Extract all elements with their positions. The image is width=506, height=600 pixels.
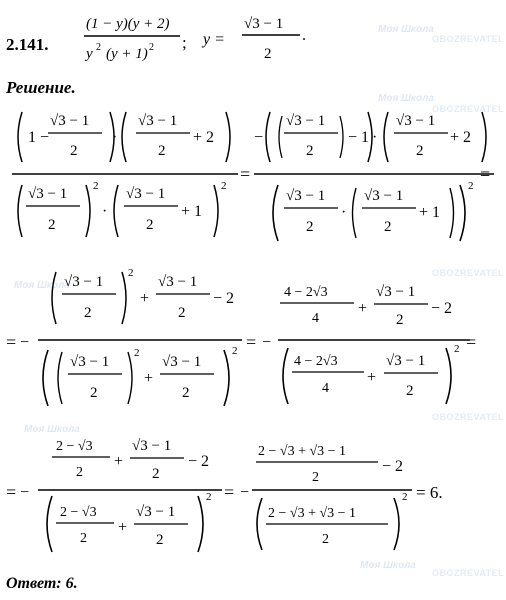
semicolon: ; bbox=[182, 33, 187, 52]
numerator: 2 − √3 + √3 − 1 bbox=[258, 444, 347, 459]
plus-sign: + bbox=[144, 370, 154, 387]
equals-sign: = bbox=[240, 164, 251, 184]
denominator: 2 bbox=[156, 532, 164, 548]
paren bbox=[43, 350, 48, 406]
equals-sign: = bbox=[466, 332, 477, 352]
paren bbox=[353, 188, 357, 238]
given-numerator: √3 − 1 bbox=[244, 16, 284, 32]
paren bbox=[86, 185, 90, 237]
watermark-text: OBOZREVATEL bbox=[432, 568, 505, 578]
denominator: 2 bbox=[396, 312, 404, 328]
given-denominator: 2 bbox=[264, 46, 272, 62]
denominator: 2 bbox=[48, 217, 56, 233]
paren bbox=[226, 112, 230, 162]
watermark-text: OBOZREVATEL bbox=[432, 412, 505, 422]
numerator: 2 − √3 bbox=[60, 505, 97, 520]
plus-sign: + bbox=[114, 453, 124, 470]
denominator: 2 bbox=[312, 470, 319, 485]
numerator: 4 − 2√3 bbox=[294, 354, 338, 369]
watermark-text: OBOZREVATEL bbox=[432, 34, 505, 44]
paren bbox=[273, 185, 278, 241]
paren bbox=[52, 272, 56, 324]
term: − 2 bbox=[188, 453, 210, 470]
numerator: √3 − 1 bbox=[70, 354, 110, 370]
paren bbox=[128, 352, 132, 404]
minus-sign: − bbox=[240, 484, 250, 501]
term: − 2 bbox=[382, 458, 404, 475]
numerator: √3 − 1 bbox=[158, 274, 198, 290]
period: . bbox=[302, 27, 306, 44]
exponent: 2 bbox=[96, 42, 101, 53]
expression-numerator: (1 − y)(y + 2) bbox=[86, 16, 170, 32]
paren bbox=[460, 185, 465, 241]
term: − 2 bbox=[213, 290, 235, 307]
paren bbox=[266, 112, 270, 162]
watermark-text: Моя Школа bbox=[24, 424, 80, 435]
equals-sign: = bbox=[246, 332, 257, 352]
plus-sign: + bbox=[367, 369, 377, 386]
numerator: √3 − 1 bbox=[286, 188, 326, 204]
paren bbox=[394, 498, 399, 550]
exponent: 2 bbox=[134, 347, 140, 359]
paren bbox=[384, 112, 388, 162]
exponent: 2 bbox=[454, 343, 460, 355]
exponent: 2 bbox=[128, 267, 134, 279]
denominator: 2 bbox=[80, 531, 87, 546]
minus-sign: − bbox=[254, 129, 264, 146]
paren bbox=[122, 112, 126, 162]
numerator: √3 − 1 bbox=[64, 274, 104, 290]
plus-sign: + bbox=[140, 290, 150, 307]
exponent: 2 bbox=[149, 42, 154, 53]
denominator: 2 bbox=[322, 532, 329, 547]
denominator: 2 bbox=[152, 466, 160, 482]
numerator: √3 − 1 bbox=[138, 113, 178, 129]
denominator: 2 bbox=[182, 385, 190, 401]
denominator: 2 bbox=[146, 217, 154, 233]
exponent: 2 bbox=[232, 345, 238, 357]
denominator: 4 bbox=[312, 311, 319, 326]
denominator: 2 bbox=[76, 465, 83, 480]
numerator: √3 − 1 bbox=[162, 354, 202, 370]
numerator: √3 − 1 bbox=[50, 113, 90, 129]
denominator: 2 bbox=[384, 219, 392, 235]
paren bbox=[114, 185, 118, 237]
watermark-text: Моя Школа bbox=[378, 93, 434, 104]
given-lhs: y = bbox=[203, 31, 225, 48]
exponent: 2 bbox=[206, 491, 212, 503]
answer: Ответ: 6. bbox=[6, 575, 78, 592]
numerator: √3 − 1 bbox=[376, 284, 416, 300]
paren bbox=[18, 112, 22, 162]
minus-sign: − bbox=[20, 484, 30, 501]
watermark-text: Моя Школа bbox=[14, 280, 70, 291]
paren bbox=[446, 348, 451, 404]
paren bbox=[340, 116, 343, 158]
minus-sign: − bbox=[20, 334, 30, 351]
numerator: √3 − 1 bbox=[136, 504, 176, 520]
equals-sign: = bbox=[224, 482, 235, 502]
term: + 2 bbox=[450, 129, 472, 146]
equals-sign: = bbox=[6, 332, 17, 352]
term: − 1 bbox=[348, 129, 370, 146]
solution-label: Решение. bbox=[6, 78, 76, 97]
paren bbox=[482, 112, 486, 162]
denominator: 2 bbox=[416, 143, 424, 159]
paren bbox=[18, 185, 22, 237]
watermark-text: OBOZREVATEL bbox=[432, 268, 505, 278]
dot: · bbox=[372, 129, 378, 146]
term: + 2 bbox=[193, 129, 215, 146]
dot: · bbox=[102, 203, 108, 220]
denominator: 2 bbox=[306, 219, 314, 235]
term: + 1 bbox=[419, 204, 441, 221]
numerator: 2 − √3 bbox=[56, 439, 93, 454]
paren bbox=[224, 350, 229, 406]
numerator: √3 − 1 bbox=[132, 438, 172, 454]
result: = 6. bbox=[416, 483, 443, 502]
paren bbox=[279, 116, 282, 158]
expression-den-rest: (y + 1) bbox=[106, 46, 148, 62]
watermark-text: OBOZREVATEL bbox=[432, 104, 505, 114]
numerator: √3 − 1 bbox=[286, 113, 326, 129]
denominator: 2 bbox=[306, 143, 314, 159]
numerator: √3 − 1 bbox=[126, 186, 166, 202]
denominator: 2 bbox=[158, 143, 166, 159]
expression-den-y: y bbox=[86, 46, 93, 62]
exponent: 2 bbox=[402, 491, 408, 503]
paren bbox=[214, 185, 218, 237]
plus-sign: + bbox=[118, 519, 128, 536]
exponent: 2 bbox=[93, 180, 99, 192]
dot: · bbox=[112, 129, 118, 146]
exponent: 2 bbox=[468, 180, 474, 192]
numerator: 4 − 2√3 bbox=[284, 285, 328, 300]
minus-sign: − bbox=[262, 334, 272, 351]
numerator: 2 − √3 + √3 − 1 bbox=[268, 506, 357, 521]
paren bbox=[283, 348, 288, 404]
paren bbox=[47, 496, 52, 552]
paren bbox=[198, 496, 203, 552]
watermark-text: Моя Школа bbox=[360, 560, 416, 571]
numerator: √3 − 1 bbox=[28, 186, 68, 202]
numerator: √3 − 1 bbox=[396, 113, 436, 129]
term: + 1 bbox=[181, 203, 203, 220]
numerator: √3 − 1 bbox=[364, 188, 404, 204]
paren bbox=[122, 272, 126, 324]
denominator: 2 bbox=[70, 143, 78, 159]
plus-sign: + bbox=[358, 300, 368, 317]
numerator: √3 − 1 bbox=[386, 353, 426, 369]
exponent: 2 bbox=[221, 180, 227, 192]
term: 1 − bbox=[28, 129, 50, 146]
denominator: 2 bbox=[178, 305, 186, 321]
paren bbox=[58, 352, 62, 404]
equals-sign: = bbox=[480, 164, 491, 184]
watermark-text: Моя Школа bbox=[378, 24, 434, 35]
paren bbox=[257, 498, 262, 550]
problem-number: 2.141. bbox=[6, 35, 49, 54]
denominator: 2 bbox=[406, 383, 414, 399]
dot: · bbox=[341, 204, 347, 221]
denominator: 2 bbox=[90, 385, 98, 401]
term: − 2 bbox=[431, 300, 453, 317]
denominator: 4 bbox=[322, 381, 329, 396]
paren bbox=[450, 188, 454, 238]
equals-sign: = bbox=[6, 482, 17, 502]
denominator: 2 bbox=[84, 305, 92, 321]
